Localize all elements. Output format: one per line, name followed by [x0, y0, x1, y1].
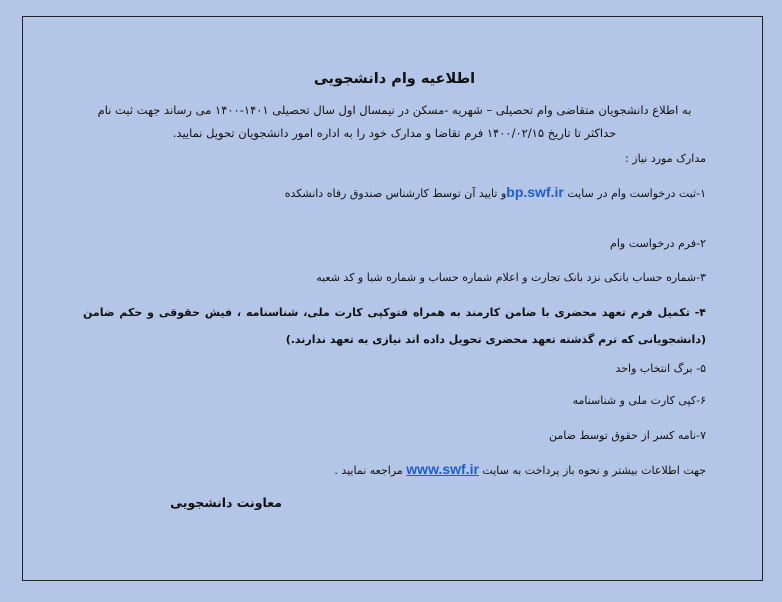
notice-intro: به اطلاع دانشجویان متقاضی وام تحصیلی – شهریه -مسکن در نیمسال اول سال تحصیلی ۱۴۰۱-۱۴۰۰ می رساند جهت ثبت نام حداکثر تا تاریخ ۱۴۰۰/۰۲/۱۵ فرم تقاضا و مدارک خود را به اداره امور دانشجویان تحویل نمایید.: [97, 103, 692, 140]
notice-frame: [22, 16, 763, 581]
document-item-4: ۴- تکمیل فرم تعهد محضری با ضامن کارمند به همراه فتوکپی کارت ملی، شناسنامه ، فیش حقوقی و حکم ضامن (دانشجویانی که ترم گذشته تعهد محضری تحویل داده اند نیازی به تعهد ندارند.): [83, 306, 706, 346]
bp-swf-link[interactable]: bp.swf.ir: [506, 184, 564, 200]
document-item-7: ۷-نامه کسر از حقوق توسط ضامن: [548, 429, 706, 442]
document-item-6: ۶-کپی کارت ملی و شناسنامه: [572, 394, 706, 407]
document-item-2: ۲-فرم درخواست وام: [610, 237, 706, 250]
document-item-3: ۳-شماره حساب بانکی نزد بانک تجارت و اعلام شماره حساب و شماره شبا و کد شعبه: [316, 271, 706, 284]
footer-prefix: جهت اطلاعات بیشتر و نحوه باز پرداخت به سایت: [482, 464, 706, 477]
documents-heading: مدارک مورد نیاز :: [625, 152, 706, 165]
document-item-5: ۵- برگ انتخاب واحد: [615, 362, 706, 375]
swf-site-link[interactable]: www.swf.ir: [406, 461, 479, 477]
document-item-1: [83, 181, 706, 205]
signature: معاونت دانشجویی: [170, 495, 282, 510]
document-item-1-prefix: ۱-ثبت درخواست وام در سایت: [567, 187, 706, 200]
footer-suffix: مراجعه نمایید .: [334, 464, 403, 477]
footer-note: [83, 458, 706, 482]
notice-title: اطلاعیه وام دانشجویی: [313, 71, 476, 87]
document-item-1-suffix: و تایید آن توسط کارشناس صندوق رفاه دانشکده: [284, 187, 507, 200]
